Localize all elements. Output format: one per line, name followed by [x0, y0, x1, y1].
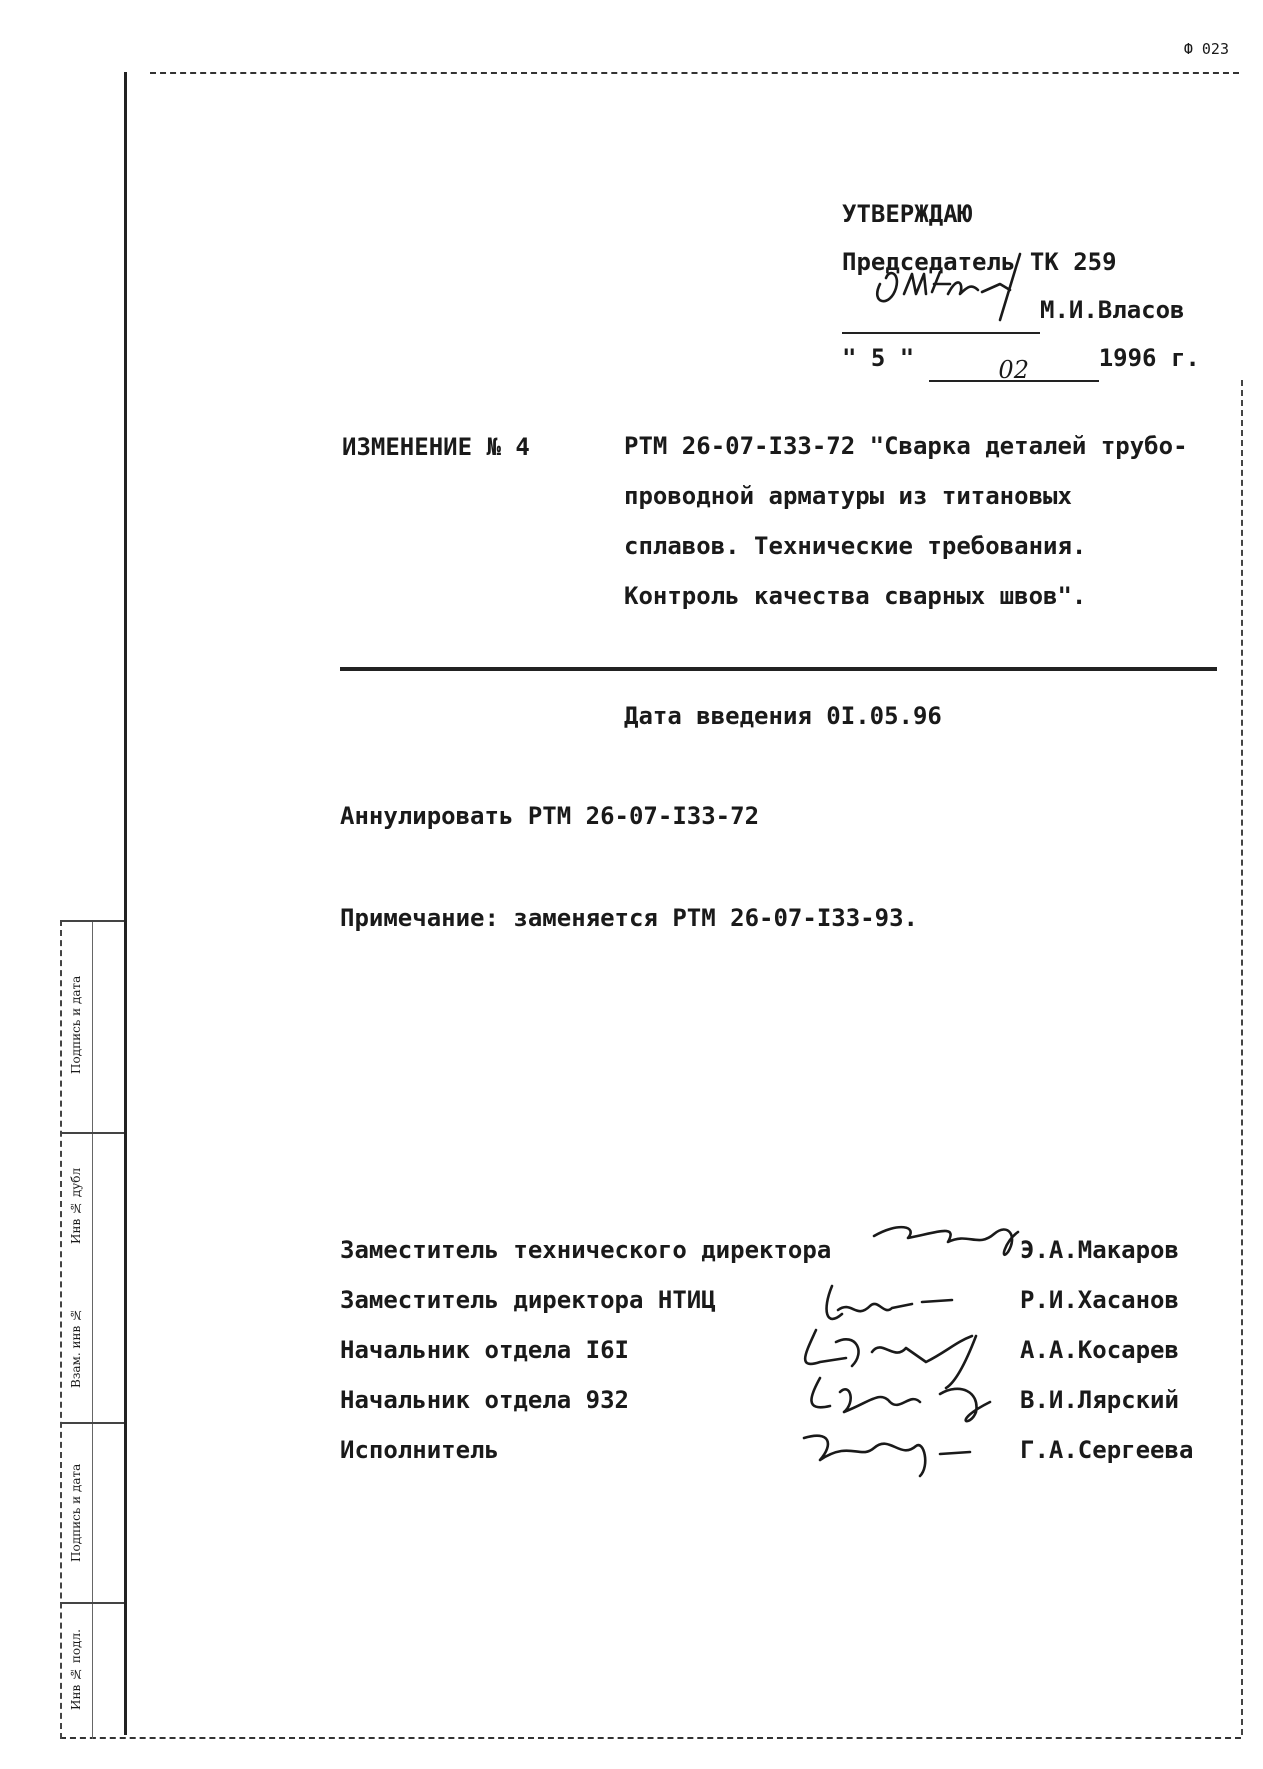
side-stamp-separator [60, 1602, 124, 1604]
change-title-line: Контроль качества сварных швов". [624, 582, 1087, 610]
change-title-line: РТМ 26-07-I33-72 "Сварка деталей трубо- [624, 432, 1188, 460]
approval-heading: УТВЕРЖДАЮ [842, 200, 973, 228]
signatory-position: Начальник отдела 932 [340, 1386, 629, 1414]
approval-date-year: 1996 г. [1098, 344, 1200, 372]
annulment-text: Аннулировать РТМ 26-07-I33-72 [340, 802, 760, 830]
side-stamp-separator [60, 1132, 124, 1134]
change-number: ИЗМЕНЕНИЕ № 4 [342, 433, 530, 461]
divider-rule [340, 667, 1217, 671]
approval-date-month: 02 [929, 346, 1099, 382]
change-title-line: проводной арматуры из титановых [624, 482, 1072, 510]
signature-5-icon [790, 1420, 990, 1480]
signatory-name: Г.А.Сергеева [1020, 1436, 1194, 1464]
approver-signature-icon [860, 244, 1060, 324]
form-code: Ф 023 [1183, 40, 1229, 58]
approval-position: Председатель ТК 259 [842, 248, 1117, 276]
change-title-line: сплавов. Технические требования. [624, 532, 1087, 560]
side-stamp-divider [92, 920, 93, 1739]
frame-bottom-border [60, 1737, 1241, 1739]
intro-date: Дата введения 0I.05.96 [624, 702, 942, 730]
signatory-position: Заместитель директора НТИЦ [340, 1286, 716, 1314]
approval-date [842, 334, 1200, 382]
side-label-signature-date: Подпись и дата [69, 975, 83, 1075]
approval-date-day: " 5 " [842, 344, 915, 372]
side-stamp-separator [60, 920, 124, 922]
signatory-name: Р.И.Хасанов [1020, 1286, 1179, 1314]
side-label-dup-inventory: Инв № дубл [69, 1167, 83, 1245]
signatory-position: Заместитель технического директора [340, 1236, 832, 1264]
signatory-position: Начальник отдела I6I [340, 1336, 629, 1364]
approver-name: М.И.Власов [1040, 296, 1185, 324]
signatory-name: А.А.Косарев [1020, 1336, 1179, 1364]
side-stamp-separator [60, 1422, 124, 1424]
signatory-name: Э.А.Макаров [1020, 1236, 1179, 1264]
note-text: Примечание: заменяется РТМ 26-07-I33-93. [340, 904, 918, 932]
signature-1-icon [868, 1212, 1038, 1272]
side-label-replaced-inventory: Взам. инв № [69, 1307, 83, 1389]
signatory-position: Исполнитель [340, 1436, 499, 1464]
side-label-signature-date-2: Подпись и дата [69, 1463, 83, 1563]
frame-top-border [150, 72, 1239, 74]
change-title [624, 421, 1244, 621]
side-label-original-inventory: Инв № подл. [69, 1629, 83, 1711]
signatory-name: В.И.Лярский [1020, 1386, 1179, 1414]
